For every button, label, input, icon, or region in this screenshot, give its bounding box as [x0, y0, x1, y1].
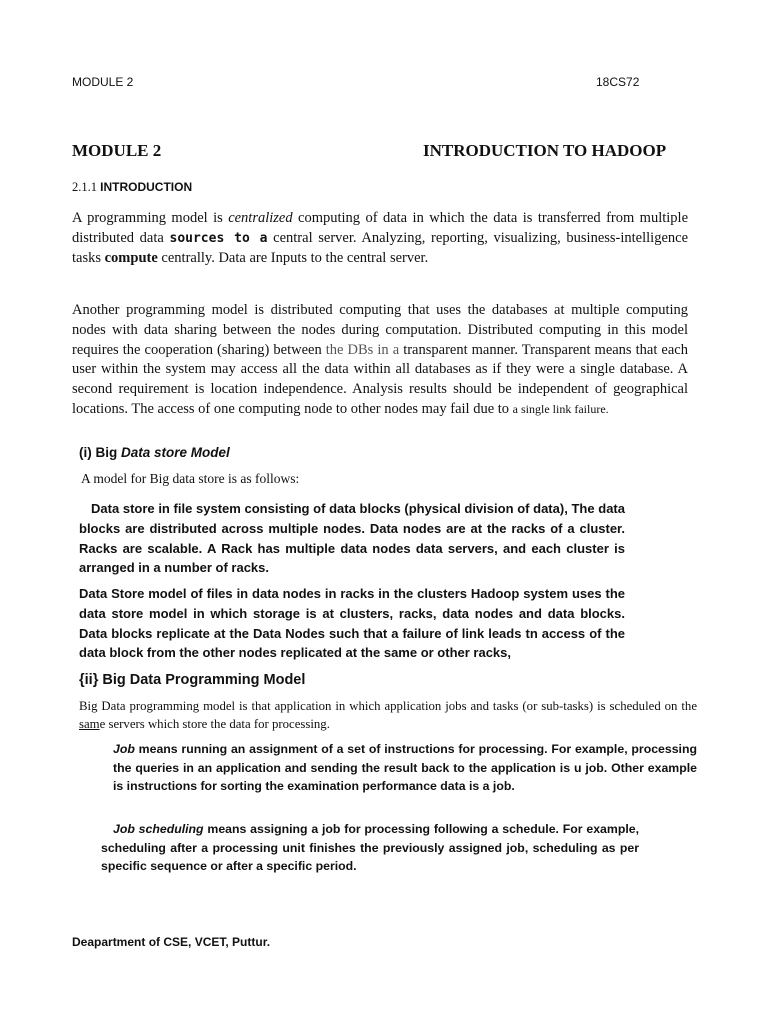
data-store-model-paragraph: Data Store model of files in data nodes in racks in the clusters Hadoop system uses the data store model in which storage is at clusters, racks, data nodes and data blocks. Data blocks replicate at the Data Nodes such that a failure of link leads tn access of the data block from the other nodes replicated at the same or other racks, — [79, 586, 625, 661]
job-scheduling-paragraph: Job scheduling means assigning a job for processing following a schedule. For example, scheduling after a processing unit finishes the previously assigned job, scheduling as per specific sequence or after a specific period. — [101, 822, 640, 874]
section-heading — [72, 180, 192, 195]
subheading-programming-model: {ii} Big Data Programming Model — [79, 672, 306, 688]
data-store-intro: A model for Big data store is as follows: — [81, 471, 300, 486]
job-definition-paragraph: Job means running an assignment of a set of instructions for processing. For example, processing the queries in an application and sending the result back to the application is u job. Other example is instructions for sorting the examination performance data is a job. — [113, 742, 697, 794]
header-module-label: MODULE 2 — [72, 75, 134, 89]
intro-paragraph: A programming model is centralized computing of data in which the data is transferred from multiple distributed data sources to a central server. Analyzing, reporting, visualizing, business-intelligence tasks compute centrally. Data are Inputs to the central server. — [72, 210, 689, 266]
section-title: INTRODUCTION — [100, 180, 193, 194]
job-term: Job — [113, 742, 135, 756]
section-number: 2.1.1 — [72, 180, 97, 194]
job-scheduling-term: Job scheduling — [113, 822, 204, 836]
distributed-paragraph: Another programming model is distributed computing that uses the databases at multiple computing nodes with data sharing between the nodes during computation. Distributed computing in this model requires the cooperation (sharing) between the DBs in a transparent manner. Transparent means that each user within the system may access all the data within all databases as if they were a single database. A second requirement is location independence. Analysis results should be independent of geographical locations. The access of one computing node to other nodes may fail due to a single link failure. — [72, 302, 688, 417]
page-title-module: MODULE 2 — [72, 141, 162, 160]
programming-model-paragraph: Big Data programming model is that application in which application jobs and tasks (or sub-tasks) is scheduled on the same servers which store the data for processing. — [79, 699, 697, 731]
page-title-topic: INTRODUCTION TO HADOOP — [423, 141, 667, 160]
data-store-description: Data store in file system consisting of data blocks (physical division of data), The data blocks are distributed across multiple nodes. Data nodes are at the racks of a cluster. Racks are scalable. A Rack has multiple data nodes data servers, and each cluster is arranged in a number of racks. — [79, 501, 625, 576]
page-footer: Deapartment of CSE, VCET, Puttur. — [72, 935, 271, 949]
subheading-data-store-model: (i) Big Data store Model — [79, 445, 230, 460]
header-course-code: 18CS72 — [596, 75, 640, 89]
